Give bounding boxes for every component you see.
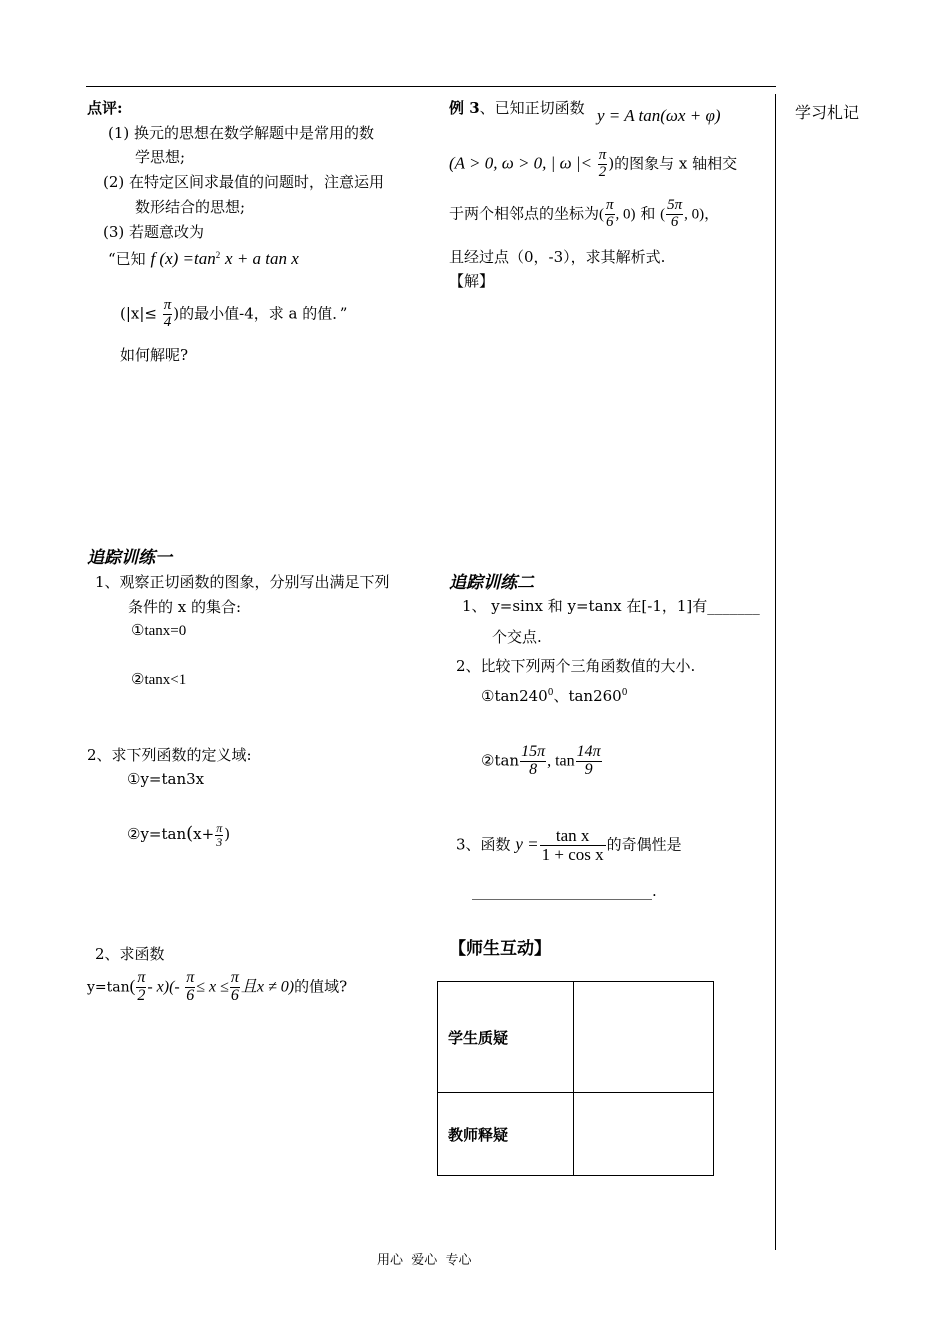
- example3-p2-tail: , 0)，: [684, 206, 720, 223]
- practice2-q2-b-d2: 9: [584, 760, 593, 778]
- example3-formula: y = A tan(ωx + φ): [597, 106, 721, 125]
- practice2-q2-b-frac1: [520, 744, 546, 779]
- practice2-q3: [456, 827, 682, 864]
- practice1-q3-frac3: [230, 970, 240, 1005]
- practice2-q1-line1: 1、 y=sinx 和 y=tanx 在[-1，1]有_______: [462, 597, 760, 615]
- practice2-q2-b-n2: 14π: [576, 743, 601, 760]
- comment-title: 点评:: [87, 99, 123, 117]
- comment-item-3: (3) 若题意改为: [103, 223, 205, 241]
- practice2-q3-frac: [540, 827, 606, 864]
- practice1-q1-line2: 条件的 x 的集合:: [128, 598, 242, 616]
- interaction-row-teacher: [438, 1093, 714, 1176]
- example3-p1-num: π: [606, 197, 614, 213]
- quote-question: 如何解呢?: [120, 346, 189, 364]
- practice1-q3-formula: y=tan( $\frac{\pi}{2}$ - x)(- $\frac{\pi}{6}$ ≤ x ≤ $\frac{\pi}{6}$ 且x ≠ 0)的值域?: [87, 969, 348, 1004]
- interaction-row-student: [438, 982, 714, 1093]
- comment-item-1: (1) 换元的思想在数学解题中是常用的数: [108, 124, 375, 142]
- top-rule: [86, 86, 776, 87]
- quote-frac: [163, 298, 173, 331]
- practice1-q3-tail: 且x ≠ 0): [240, 978, 295, 996]
- comment-item-2: (2) 在特定区间求最值的问题时，注意运用: [103, 173, 385, 191]
- practice1-q3-n3: π: [230, 969, 239, 986]
- practice1-q2-b-num: π: [216, 821, 223, 835]
- practice1-q2-b-pre: ②y=tan: [127, 825, 187, 844]
- example3-p2-num: 5π: [667, 197, 683, 213]
- interaction-label-student: 学生质疑: [438, 982, 574, 1093]
- practice1-q2-b-den: 3: [216, 834, 223, 849]
- interaction-cell-teacher[interactable]: [574, 1093, 714, 1176]
- example3-line1: [449, 97, 585, 118]
- example3-text: 、已知正切函数: [479, 99, 585, 117]
- practice1-q2-b-inner: x+: [193, 825, 215, 844]
- quote-cond-rest: )的最小值-4，求 a 的值．”: [173, 304, 348, 323]
- practice1-q3-frac1: [136, 970, 146, 1005]
- practice1-q3-d1: 2: [137, 986, 146, 1004]
- practice1-title: 追踪训练一: [87, 548, 172, 568]
- quote-func-tail: x + a tan x: [225, 249, 299, 268]
- quote-condition: [120, 298, 347, 331]
- example3-cond-den: 2: [598, 163, 607, 180]
- practice2-q2-a: [481, 685, 627, 706]
- example3-p2-frac: [666, 198, 683, 231]
- quote-line: [108, 248, 299, 269]
- practice1-q3-n1: π: [137, 969, 146, 986]
- margin-rule: [775, 94, 776, 1250]
- practice1-q2-a: ①y=tan3x: [127, 770, 205, 788]
- footer: 用心 爱心 专心: [377, 1253, 472, 1268]
- practice1-q3-frac2: [185, 970, 195, 1005]
- practice2-q2-b-pre: ②tan: [481, 751, 520, 770]
- example3-cond-open: (A > 0, ω > 0, | ω |<: [449, 153, 593, 173]
- comment-item-1b: 学思想;: [135, 148, 186, 166]
- interaction-table: [437, 981, 714, 1176]
- interaction-label-teacher: 教师释疑: [438, 1093, 574, 1176]
- practice1-q1-line1: 1、观察正切函数的图象，分别写出满足下列: [95, 573, 390, 591]
- practice2-q2-a-mid: 、tan260: [553, 687, 622, 705]
- practice2-q3-blank[interactable]: ________________________.: [472, 882, 657, 900]
- quote-cond-abs: |x|≤: [125, 304, 157, 323]
- practice1-q3-end: 的值域?: [294, 977, 348, 996]
- example3-p1-tail: , 0): [615, 206, 636, 223]
- practice2-q3-y: y =: [515, 834, 539, 854]
- example3-solution: 【解】: [449, 272, 495, 290]
- practice2-q3-pre: 3、函数: [456, 835, 511, 854]
- practice1-q2-b-frac: [215, 822, 223, 848]
- example3-label: 例 3: [449, 99, 480, 117]
- side-note: 学习札记: [795, 103, 860, 122]
- practice2-q2-title: 2、比较下列两个三角函数值的大小.: [456, 657, 696, 675]
- practice1-q3-title: 2、求函数: [95, 945, 165, 963]
- example3-line3: 于两个相邻点的坐标为: [449, 204, 600, 223]
- practice1-q3-mid2: ≤ x ≤: [196, 978, 229, 996]
- practice2-q2-b-mid: , tan: [547, 752, 575, 770]
- practice2-q2-b: [481, 744, 603, 779]
- practice1-q1-b: ②tanx<1: [131, 672, 187, 688]
- practice2-q2-b-n1: 15π: [521, 743, 546, 760]
- example3-condition: [449, 148, 737, 181]
- quote-func: f (x) =tan: [150, 249, 216, 268]
- practice1-q3-pre: y=tan: [87, 979, 130, 996]
- quote-frac-num: π: [163, 297, 172, 313]
- quote-cond-open: (: [120, 304, 126, 323]
- practice2-q2-a-sup1: 0: [547, 688, 554, 698]
- practice1-q2-title: 2、求下列函数的定义域:: [87, 746, 252, 764]
- interaction-cell-student[interactable]: [574, 982, 714, 1093]
- practice1-q3-d3: 6: [230, 986, 239, 1004]
- example3-p1-frac: [605, 198, 615, 231]
- example3-and: 和: [640, 204, 656, 223]
- practice1-q2-b: ②y=tan(x+ $\frac{\pi}{3}$ ): [127, 821, 231, 849]
- practice1-q1-a: ①tanx=0: [131, 623, 187, 639]
- example3-cond-rest: )的图象与 x 轴相交: [608, 154, 738, 173]
- practice2-q1-line2: 个交点.: [492, 628, 542, 646]
- practice1-q3-d2: 6: [186, 986, 195, 1004]
- example3-p1-den: 6: [606, 213, 614, 230]
- practice2-title: 追踪训练二: [449, 573, 534, 593]
- interaction-title: 【师生互动】: [449, 939, 551, 959]
- example3-points: 于两个相邻点的坐标为( $\frac{\pi}{6}$ , 0) 和 ( $\frac{5\pi}{6}$ , 0)，: [449, 197, 720, 230]
- quote-prefix: “已知: [108, 250, 146, 268]
- practice2-q3-post: 的奇偶性是: [606, 835, 682, 854]
- example3-line4: 且经过点（0，-3），求其解析式.: [449, 248, 666, 266]
- example3-p2-den: 6: [670, 213, 679, 230]
- practice2-q3-num: tan x: [540, 827, 606, 846]
- example3-cond-num: π: [598, 147, 607, 163]
- practice1-q3-n2: π: [186, 969, 195, 986]
- example3-cond-frac: [598, 148, 608, 181]
- practice2-q2-b-frac2: [576, 744, 602, 779]
- practice2-q3-den: 1 + cos x: [541, 844, 604, 864]
- practice1-q3-mid1: - x)(-: [147, 978, 180, 996]
- practice2-q2-a-text: ①tan240: [481, 687, 548, 705]
- comment-item-2b: 数形结合的思想;: [135, 198, 246, 216]
- quote-frac-den: 4: [163, 313, 172, 330]
- practice2-q2-a-sup2: 0: [621, 688, 628, 698]
- practice2-q2-b-d1: 8: [529, 760, 538, 778]
- quote-sup: 2: [215, 250, 221, 260]
